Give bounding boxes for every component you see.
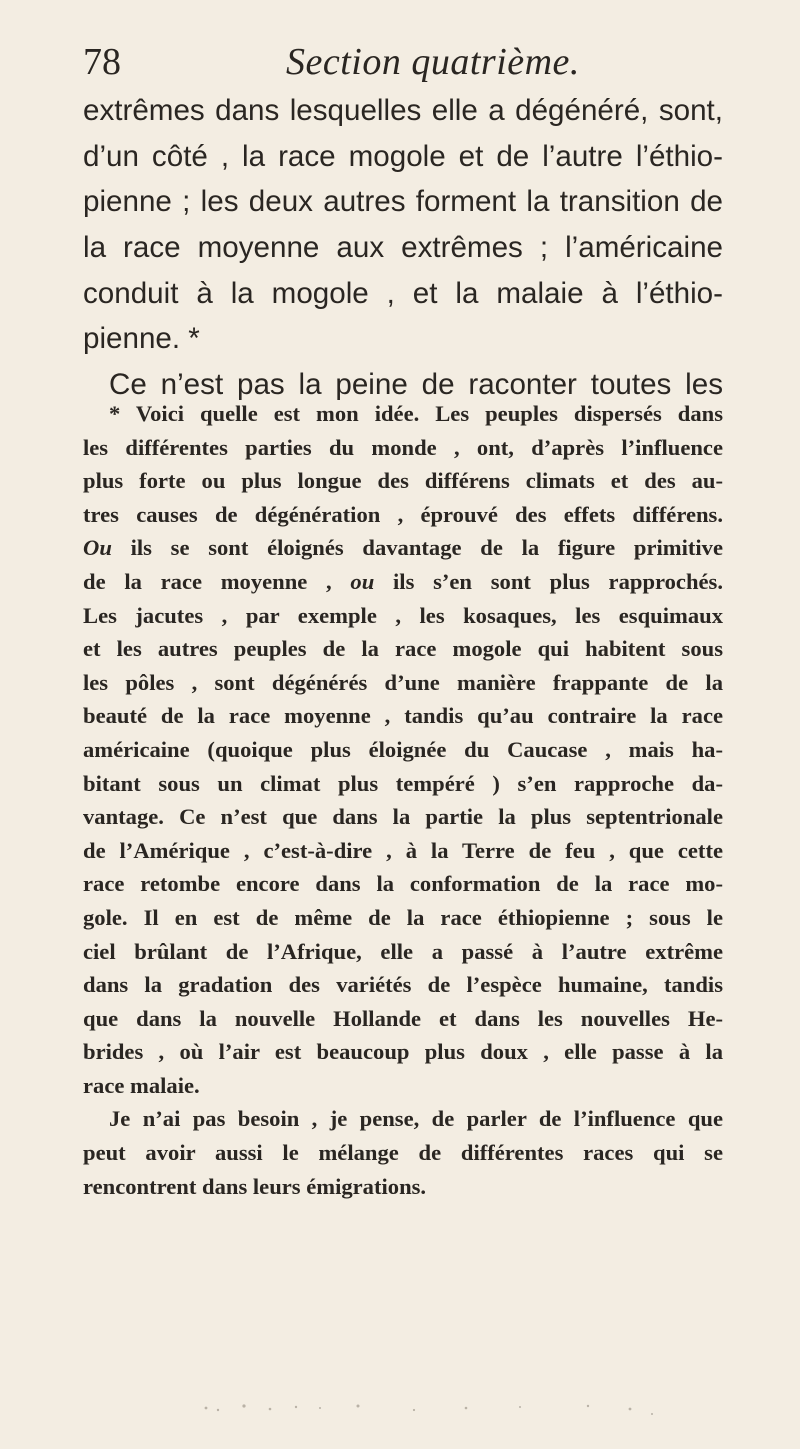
italic-word: Ou (83, 535, 112, 561)
footnote-line: gole. Il en est de même de la race éthiopienne ; sous le (83, 904, 723, 930)
page-header (83, 38, 723, 88)
footnote-line: race malaie. (83, 1072, 200, 1098)
footnote-line: vantage. Ce n’est que dans la partie la plus septentrionale (83, 804, 723, 830)
footnote-line: que dans la nouvelle Hollande et dans les nouvelles He- (83, 1005, 723, 1031)
main-text-line: la race moyenne aux extrêmes ; l’américaine (83, 231, 723, 265)
footnote-line: et les autres peuples de la race mogole qui habitent sous (83, 636, 723, 662)
footnote-line: dans la gradation des variétés de l’espèce humaine, tandis (83, 972, 723, 998)
main-text-line: d’un côté , la race mogole et de l’autre l’éthio- (83, 139, 723, 173)
footnote-line: bitant sous un climat plus tempéré ) s’en rapproche da- (83, 770, 723, 796)
footnote-line: brides , où l’air est beaucoup plus doux , elle passe à la (83, 1039, 723, 1065)
bleed-through-marks (200, 1388, 680, 1428)
italic-word: ou (350, 568, 375, 594)
footnote-line: Ou ils se sont éloignés davantage de la figure primitive (83, 535, 723, 561)
footnote-line: Je n’ai pas besoin , je pense, de parler de l’influence que (109, 1106, 723, 1132)
footnote-line: les pôles , sont dégénérés d’une manière frappante de la (83, 669, 723, 695)
footnote-line: race retombe encore dans la conformation de la race mo- (83, 871, 723, 897)
footnote-line: les différentes parties du monde , ont, d’après l’influence (83, 434, 723, 460)
footnote-line: américaine (quoique plus éloignée du Caucase , mais ha- (83, 736, 723, 762)
page-number: 78 (83, 41, 121, 83)
main-text-line: conduit à la mogole , et la malaie à l’éthio- (83, 276, 723, 310)
main-text-line: extrêmes dans lesquelles elle a dégénéré, sont, (83, 94, 723, 127)
main-text-line: pienne. * (83, 322, 200, 356)
running-head: Section quatrième. (286, 41, 580, 83)
footnote-line: ciel brûlant de l’Afrique, elle a passé à l’autre extrême (83, 938, 723, 964)
footnote (83, 397, 723, 1203)
main-text (83, 88, 723, 408)
footnote-line: * Voici quelle est mon idée. Les peuples dispersés dans (109, 401, 723, 426)
footnote-line: rencontrent dans leurs émigrations. (83, 1173, 427, 1199)
footnote-line: de l’Amérique , c’est-à-dire , à la Terre de feu , que cette (83, 837, 723, 863)
footnote-line: de la race moyenne , ou ils s’en sont plus rapprochés. (83, 568, 723, 594)
footnote-line: tres causes de dégénération , éprouvé des effets différens. (83, 501, 723, 527)
footnote-line: Les jacutes , par exemple , les kosaques, les esquimaux (83, 602, 723, 628)
footnote-line: plus forte ou plus longue des différens climats et des au- (83, 468, 723, 494)
footnote-line: peut avoir aussi le mélange de différentes races qui se (83, 1140, 723, 1166)
main-text-line: Ce n’est pas la peine de raconter toutes les (109, 368, 723, 402)
footnote-line: beauté de la race moyenne , tandis qu’au contraire la race (83, 703, 723, 729)
main-text-line: pienne ; les deux autres forment la transition de (83, 185, 723, 219)
